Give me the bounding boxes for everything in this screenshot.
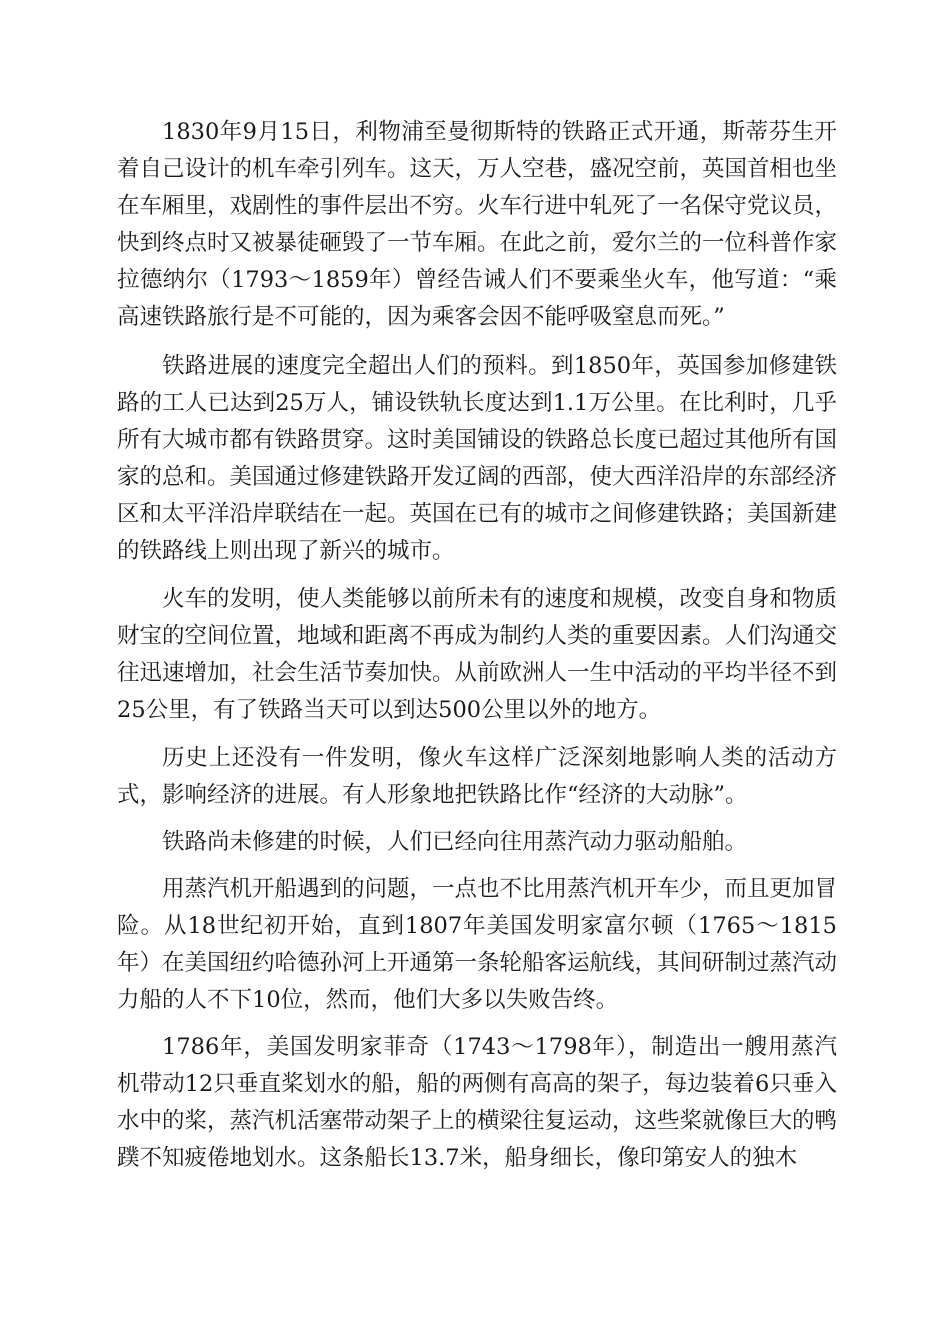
paragraph-3: 火车的发明，使人类能够以前所未有的速度和规模，改变自身和物质财宝的空间位置，地域和距离不再成为制约人类的重要因素。人们沟通交往迅速增加，社会生活节奏加快。从前欧洲人一生中活动的平均半径不到25公里，有了铁路当天可以到达500公里以外的地方。 [117,586,838,724]
paragraph-6: 用蒸汽机开船遇到的问题，一点也不比用蒸汽机开车少，而且更加冒险。从18世纪初开始，直到1807年美国发明家富尔顿（1765～1815年）在美国纽约哈德孙河上开通第一条轮船客运航线，其间研制过蒸汽动力船的人不下10位，然而，他们大多以失败告终。 [117,875,838,1014]
document-body [117,114,837,1178]
paragraph-4: 历史上还没有一件发明，像火车这样广泛深刻地影响人类的活动方式，影响经济的进展。有人形象地把铁路比作“经济的大动脉”。 [117,744,837,808]
paragraph-1: 1830年9月15日，利物浦至曼彻斯特的铁路正式开通，斯蒂芬生开着自己设计的机车牵引列车。这天，万人空巷，盛况空前，英国首相也坐在车厢里，戏剧性的事件层出不穷。火车行进中轧死了一名保守党议员，快到终点时又被暴徒砸毁了一节车厢。在此之前，爱尔兰的一位科普作家拉德纳尔（1793～1859年）曾经告诫人们不要乘坐火车，他写道：“乘高速铁路旅行是不可能的，因为乘客会因不能呼吸窒息而死。” [117,119,838,331]
paragraph-7: 1786年，美国发明家菲奇（1743～1798年），制造出一艘用蒸汽机带动12只垂直桨划水的船，船的两侧有高高的架子，每边装着6只垂入水中的桨，蒸汽机活塞带动架子上的横梁往复运动，这些桨就像巨大的鸭蹼不知疲倦地划水。这条船长13.7米，船身细长，像印第安人的独木 [117,1034,838,1172]
paragraph-5: 铁路尚未修建的时候，人们已经向往用蒸汽动力驱动船舶。 [162,828,748,855]
paragraph-2: 铁路进展的速度完全超出人们的预料。到1850年，英国参加修建铁路的工人已达到25万人，铺设铁轨长度达到1.1万公里。在比利时，几乎所有大城市都有铁路贯穿。这时美国铺设的铁路总长度已超过其他所有国家的总和。美国通过修建铁路开发辽阔的西部，使大西洋沿岸的东部经济区和太平洋沿岸联结在一起。英国在已有的城市之间修建铁路；美国新建的铁路线上则出现了新兴的城市。 [117,352,838,565]
